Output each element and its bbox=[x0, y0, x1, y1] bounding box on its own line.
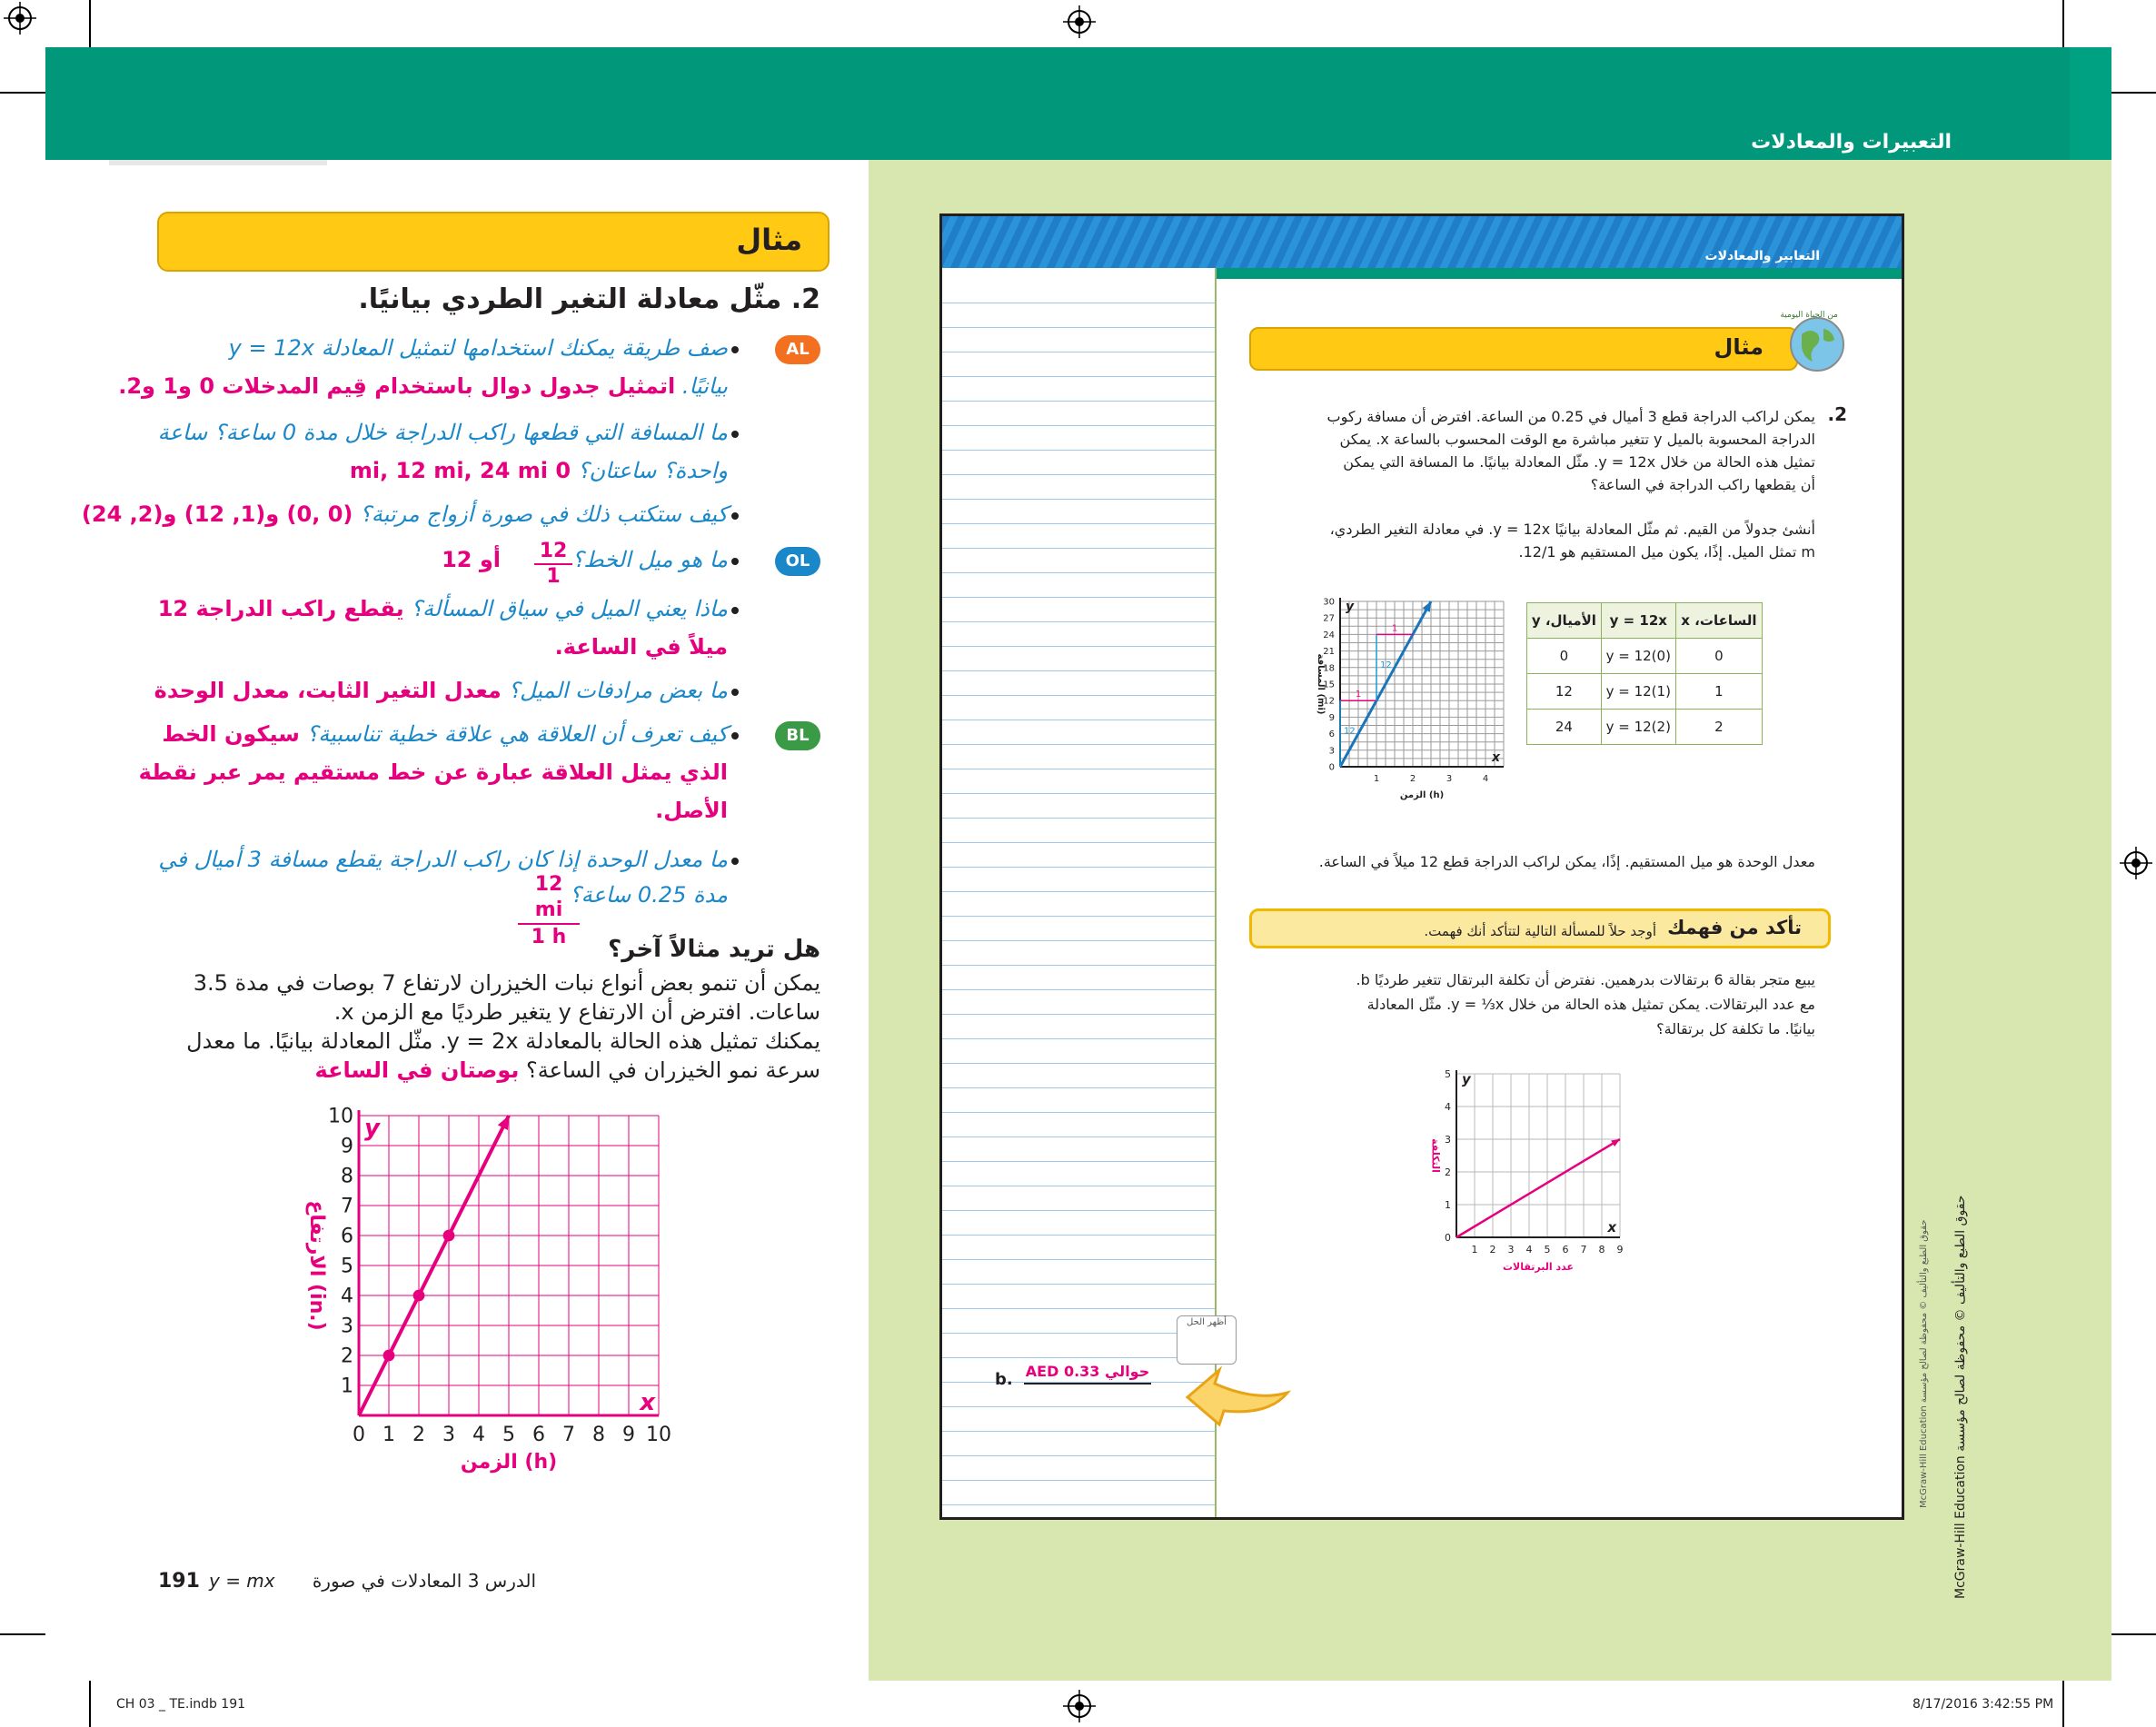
values-table bbox=[1526, 602, 1763, 745]
y-tick-label: 21 bbox=[1323, 647, 1335, 658]
q7-answer-c: الأصل. bbox=[655, 798, 728, 823]
registration-mark-right bbox=[2118, 845, 2154, 881]
student-p1-line4: أن يقطعها راكب الدراجة في الساعة؟ bbox=[1590, 476, 1815, 493]
another-line3: يمكنك تمثيل هذه الحالة بالمعادلة y = 2x. مثّل المعادلة بيانيًا. ما معدل bbox=[186, 1028, 820, 1054]
y-tick-label: 5 bbox=[1445, 1067, 1451, 1080]
q2-tail: واحدة؟ ساعتان؟ bbox=[577, 458, 728, 483]
x-axis-letter: x bbox=[1491, 750, 1500, 765]
q5-question: ماذا يعني الميل في سياق المسألة؟ bbox=[411, 596, 728, 621]
y-tick-label: 1 bbox=[1445, 1198, 1451, 1211]
footer-page-number: 191 bbox=[158, 1570, 200, 1593]
bamboo-growth-chart bbox=[273, 1090, 691, 1481]
y-tick-label: 27 bbox=[1323, 613, 1335, 624]
x-tick-label: 3 bbox=[442, 1424, 455, 1446]
y-tick-label: 9 bbox=[341, 1135, 353, 1158]
table-row bbox=[1527, 710, 1763, 745]
x-tick-label: 1 bbox=[1373, 774, 1380, 784]
data-point bbox=[443, 1230, 455, 1242]
q3-question: كيف ستكتب ذلك في صورة أزواج مرتبة؟ bbox=[360, 501, 728, 527]
copyright-vertical-small: حقوق الطبع والتأليف © محفوظة لصالح مؤسسة McGraw-Hill Education bbox=[1919, 1219, 1929, 1508]
student-example-label: مثال bbox=[1714, 334, 1764, 360]
header-shadow-strip bbox=[109, 160, 327, 165]
q6-question: ما بعض مرادفات الميل؟ bbox=[508, 678, 728, 703]
real-world-badge: من الحياة اليومية bbox=[1780, 311, 1838, 320]
x-tick-label: 0 bbox=[353, 1424, 365, 1446]
b-text-1: يبيع متجر بقالة 6 برتقالات بدرهمين. نفترض أن تكلفة البرتقال تتغير طرديًا bbox=[1374, 971, 1815, 988]
y-axis-letter: y bbox=[1346, 600, 1355, 614]
q1-tail: بيانيًا. bbox=[681, 373, 728, 399]
q2-line1: ما المسافة التي قطعها راكب الدراجة خلال مدة 0 ساعة؟ ساعة bbox=[157, 420, 728, 445]
another-heading: هل تريد مثالاً آخر؟ bbox=[608, 936, 820, 963]
table-cell: 0 bbox=[1527, 639, 1602, 674]
example-bar bbox=[157, 212, 830, 272]
q4-question: ما هو ميل الخط؟ bbox=[571, 547, 728, 572]
y-tick-label: 2 bbox=[341, 1345, 353, 1368]
rise-label: 12 bbox=[1380, 660, 1392, 670]
table-cell: 2 bbox=[1675, 710, 1762, 745]
table-cell: y = 12(1) bbox=[1601, 674, 1675, 710]
bullet bbox=[731, 431, 739, 438]
another-line1: يمكن أن تنمو بعض أنواع نبات الخيزران لارتفاع 7 بوصات في مدة 3.5 bbox=[193, 970, 820, 996]
y-tick-label: 12 bbox=[1323, 696, 1335, 707]
registration-mark-bottom bbox=[1061, 1688, 1098, 1724]
another-line4 bbox=[315, 1057, 820, 1085]
y-axis-letter: y bbox=[364, 1115, 380, 1142]
table-header: y ،الأميال bbox=[1527, 603, 1602, 639]
q8-line1: ما معدل الوحدة إذا كان راكب الدراجة يقطع مسافة 3 أميال في bbox=[158, 847, 728, 872]
series-line bbox=[1456, 1139, 1620, 1237]
y-tick-label: 3 bbox=[341, 1315, 353, 1338]
x-tick-label: 9 bbox=[1616, 1244, 1624, 1256]
table-cell: 0 bbox=[1675, 639, 1762, 674]
x-tick-label: 8 bbox=[592, 1424, 605, 1446]
student-problem-number: 2. bbox=[1827, 403, 1847, 425]
y-tick-label: 30 bbox=[1323, 597, 1335, 608]
bullet bbox=[731, 512, 739, 520]
data-point bbox=[383, 1350, 395, 1362]
y-tick-label: 3 bbox=[1445, 1133, 1451, 1146]
x-tick-label: 6 bbox=[1562, 1244, 1569, 1256]
heading-number: 2. bbox=[790, 283, 820, 315]
x-tick-label: 3 bbox=[1507, 1244, 1515, 1256]
data-point bbox=[413, 1290, 425, 1302]
y-tick-label: 15 bbox=[1323, 680, 1335, 690]
student-p1-line3: تمثيل هذه الحالة من خلال y = 12x. مثّل المعادلة بيانيًا. ما المسافة التي يمكن bbox=[1343, 453, 1815, 471]
q4-fraction bbox=[534, 540, 572, 589]
footer-lesson: الدرس 3 المعادلات في صورة bbox=[312, 1570, 536, 1592]
answer-label: b. bbox=[995, 1370, 1013, 1389]
q4-answer-or: أو 12 bbox=[442, 547, 501, 572]
x-tick-label: 2 bbox=[1489, 1244, 1496, 1256]
q3-line bbox=[82, 501, 728, 529]
bullet bbox=[731, 732, 739, 739]
y-tick-label: 3 bbox=[1328, 746, 1335, 757]
x-tick-label: 10 bbox=[646, 1424, 671, 1446]
y-axis-title: التكلفة bbox=[1429, 1138, 1442, 1173]
q8-line2: مدة 0.25 ساعة؟ bbox=[569, 882, 728, 908]
q7-answer-b: الذي يمثل العلاقة عبارة عن خط مستقيم يمر عبر نقطة bbox=[138, 759, 728, 785]
y-tick-label: 0 bbox=[1328, 762, 1335, 773]
table-header: y = 12x bbox=[1601, 603, 1675, 639]
y-axis-title: المسافة (mi) bbox=[1316, 653, 1326, 715]
x-tick-label: 4 bbox=[1482, 774, 1489, 784]
table-cell: y = 12(2) bbox=[1601, 710, 1675, 745]
y-tick-label: 18 bbox=[1323, 663, 1335, 674]
x-tick-label: 4 bbox=[1525, 1244, 1533, 1256]
distance-time-chart bbox=[1293, 589, 1565, 825]
table-header-row bbox=[1527, 603, 1763, 639]
another-line2: ساعات. افترض أن الارتفاع y يتغير طرديًا مع الزمن x. bbox=[333, 999, 820, 1025]
q1-line1: صف طريقة يمكنك استخدامها لتمثيل المعادلة y = 12x bbox=[228, 335, 728, 361]
q4-fraction-num: 12 bbox=[534, 540, 572, 565]
x-tick-label: 2 bbox=[1409, 774, 1416, 784]
table-cell: 1 bbox=[1675, 674, 1762, 710]
badge-ol: OL bbox=[775, 547, 820, 576]
student-p1-line2: الدراجة المحسوبة بالميل y تتغير مباشرة مع الوقت المحسوب بالساعة x. يمكن bbox=[1339, 431, 1815, 448]
b-label: b. bbox=[1356, 971, 1370, 988]
student-p3: معدل الوحدة هو ميل المستقيم. إذًا، يمكن لراكب الدراجة قطع 12 ميلاً في الساعة. bbox=[1318, 853, 1815, 870]
heading-text: مثّل معادلة التغير الطردي بيانيًا. bbox=[358, 283, 782, 315]
y-axis-title: الارتفاع (in.) bbox=[305, 1200, 329, 1331]
table-cell: 24 bbox=[1527, 710, 1602, 745]
show-work-icon: أظهر الحل bbox=[1177, 1315, 1237, 1365]
bullet bbox=[731, 346, 739, 353]
y-tick-label: 8 bbox=[341, 1165, 353, 1188]
table-row bbox=[1527, 639, 1763, 674]
student-p1-line1: يمكن لراكب الدراجة قطع 3 أميال في 0.25 من الساعة. افترض أن مسافة ركوب bbox=[1326, 408, 1815, 425]
copyright-vertical: حقوق الطبع والتأليف © محفوظة لصالح مؤسسة McGraw-Hill Education bbox=[1953, 1195, 1968, 1599]
q4-fraction-den: 1 bbox=[546, 565, 561, 588]
q3-answer: (0 ,0) و(1, 12) و(2, 24) bbox=[81, 501, 353, 527]
y-tick-label: 9 bbox=[1328, 712, 1335, 723]
x-axis-title: الزمن (h) bbox=[460, 1451, 558, 1474]
q2-answer: 0 mi, 12 mi, 24 mi bbox=[349, 458, 571, 483]
another-answer: بوصتان في الساعة bbox=[314, 1057, 520, 1083]
student-b-line1 bbox=[1356, 970, 1815, 990]
answer-value: حوالي 0.33 AED bbox=[1024, 1363, 1151, 1385]
example-heading bbox=[358, 283, 820, 315]
x-tick-label: 2 bbox=[412, 1424, 425, 1446]
q8-fraction-den: 1 h bbox=[531, 926, 567, 948]
footer-equation: y = mx bbox=[209, 1570, 275, 1592]
check-text: أوجد حلاً للمسألة التالية لتتأكد أنك فهمت. bbox=[1424, 923, 1656, 939]
registration-mark-top bbox=[1061, 4, 1098, 40]
q7-answer-a: سيكون الخط bbox=[162, 721, 300, 747]
y-tick-label: 10 bbox=[328, 1105, 353, 1128]
q5-answer-a: يقطع راكب الدراجة 12 bbox=[157, 596, 404, 621]
student-example-bar bbox=[1249, 327, 1798, 371]
q1-answer: اتمثيل جدول دوال باستخدام قِيم المدخلات 0 و1 و2. bbox=[118, 373, 676, 399]
student-section-band bbox=[1215, 268, 1904, 279]
bullet bbox=[731, 607, 739, 614]
badge-al: AL bbox=[775, 335, 820, 364]
x-tick-label: 1 bbox=[383, 1424, 395, 1446]
student-b-line2: مع عدد البرتقالات. يمكن تمثيل هذه الحالة من خلال y = ⅓x. مثّل المعادلة bbox=[1366, 996, 1815, 1013]
q7-line1 bbox=[162, 720, 728, 749]
x-axis-title: الزمن (h) bbox=[1399, 790, 1445, 800]
y-tick-label: 24 bbox=[1323, 630, 1335, 640]
q1-line2 bbox=[118, 372, 728, 401]
y-tick-label: 4 bbox=[341, 1285, 353, 1308]
rise-label: 12 bbox=[1344, 726, 1356, 737]
another-question: سرعة نمو الخيزران في الساعة؟ bbox=[526, 1057, 820, 1083]
header-title: التعبيرات والمعادلات bbox=[1751, 131, 1952, 154]
x-tick-label: 5 bbox=[1544, 1244, 1551, 1256]
y-tick-label: 4 bbox=[1445, 1100, 1451, 1113]
y-tick-label: 6 bbox=[341, 1225, 353, 1248]
run-label: 1 bbox=[1355, 690, 1362, 700]
x-tick-label: 5 bbox=[502, 1424, 515, 1446]
run-label: 1 bbox=[1391, 623, 1398, 634]
globe-icon bbox=[1787, 314, 1847, 374]
slug-file: CH 03 _ TE.indb 191 bbox=[116, 1697, 246, 1712]
x-axis-letter: x bbox=[1607, 1219, 1616, 1236]
table-row bbox=[1527, 674, 1763, 710]
x-tick-label: 7 bbox=[562, 1424, 575, 1446]
q7-question: كيف تعرف أن العلاقة هي علاقة خطية تناسبية؟ bbox=[306, 721, 728, 747]
slug-date: 8/17/2016 3:42:55 PM bbox=[1913, 1697, 2054, 1712]
x-tick-label: 1 bbox=[1471, 1244, 1478, 1256]
q8-fraction bbox=[518, 872, 580, 950]
badge-bl: BL bbox=[775, 721, 820, 750]
x-tick-label: 3 bbox=[1446, 774, 1453, 784]
y-tick-label: 5 bbox=[341, 1255, 353, 1278]
y-tick-label: 7 bbox=[341, 1195, 353, 1218]
y-tick-label: 1 bbox=[341, 1375, 353, 1398]
table-cell: 12 bbox=[1527, 674, 1602, 710]
bullet bbox=[731, 858, 739, 865]
check-title: تأكد من فهمك bbox=[1667, 917, 1802, 938]
student-b-line3: بيانيًا. ما تكلفة كل برتقالة؟ bbox=[1656, 1020, 1815, 1037]
x-tick-label: 9 bbox=[622, 1424, 635, 1446]
y-tick-label: 0 bbox=[1445, 1231, 1451, 1244]
table-header: x ،الساعات bbox=[1675, 603, 1762, 639]
orange-cost-chart bbox=[1415, 1061, 1705, 1279]
student-page-preview bbox=[939, 213, 1904, 1520]
student-p2-line1: أنشئ جدولاً من القيم. ثم مثّل المعادلة بيانيًا y = 12x. في معادلة التغير الطردي، bbox=[1329, 521, 1815, 538]
q8-fraction-num: 12 mi bbox=[518, 872, 580, 925]
bullet bbox=[731, 558, 739, 565]
student-section-title: التعابير والمعادلات bbox=[1704, 249, 1820, 263]
example-label: مثال bbox=[736, 223, 802, 257]
table-cell: y = 12(0) bbox=[1601, 639, 1675, 674]
q5-answer-b: ميلاً في الساعة. bbox=[554, 634, 728, 660]
header-edge bbox=[2070, 47, 2111, 160]
x-axis-letter: x bbox=[640, 1389, 655, 1416]
x-tick-label: 4 bbox=[472, 1424, 485, 1446]
bullet bbox=[731, 689, 739, 696]
y-tick-label: 2 bbox=[1445, 1166, 1451, 1178]
x-axis-title: عدد البرتقالات bbox=[1503, 1261, 1574, 1273]
x-tick-label: 7 bbox=[1580, 1244, 1587, 1256]
registration-mark-left bbox=[2, 0, 38, 36]
student-p2-line2: m تمثل الميل. إذًا، يكون ميل المستقيم هو 12/1. bbox=[1518, 543, 1815, 561]
y-tick-label: 6 bbox=[1328, 730, 1335, 740]
q5-line1 bbox=[158, 595, 728, 623]
q6-answer: معدل التغير الثابت، معدل الوحدة bbox=[154, 678, 502, 703]
x-tick-label: 8 bbox=[1598, 1244, 1605, 1256]
q2-line2 bbox=[350, 457, 728, 485]
x-tick-label: 6 bbox=[532, 1424, 545, 1446]
y-axis-letter: y bbox=[1462, 1071, 1471, 1087]
q6-line bbox=[154, 677, 728, 705]
